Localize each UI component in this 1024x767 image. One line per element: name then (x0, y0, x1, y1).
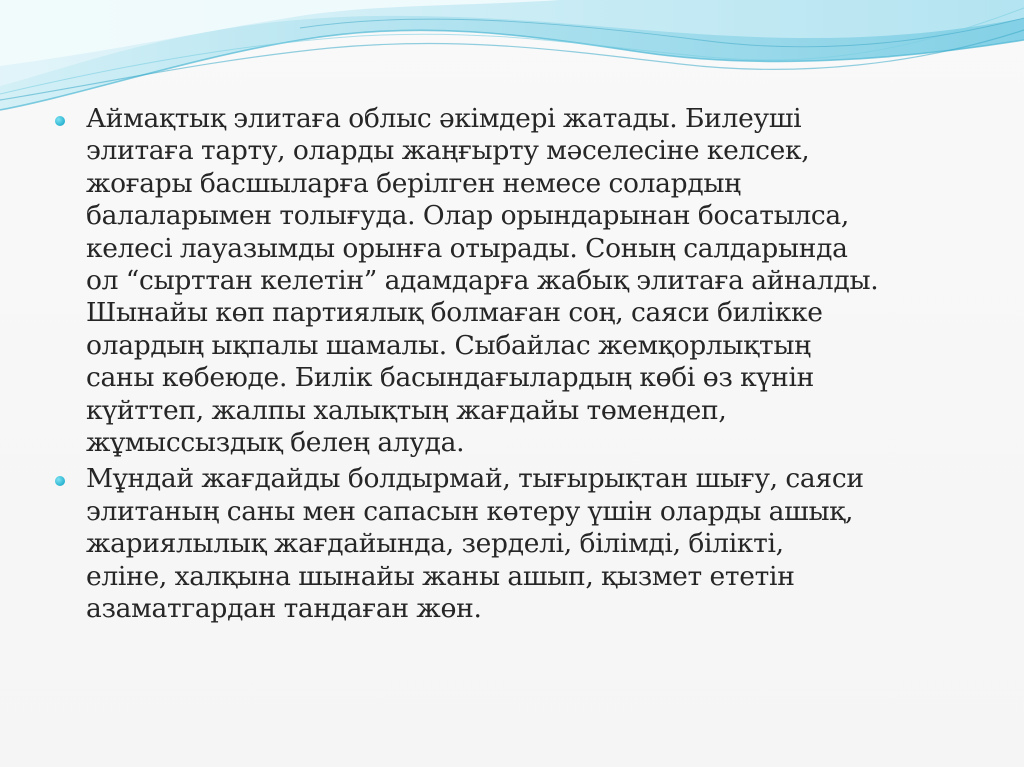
text-line: саны көбеюде. Билік басындағылардың көбі өз күнін (86, 362, 815, 394)
text-line: Мұндай жағдайды болдырмай, тығырықтан шығу, саяси (86, 463, 864, 495)
text-line: жұмыссыздық белең алуда. (86, 427, 465, 459)
bullet-text (86, 103, 972, 459)
bullet-dot-icon (55, 476, 65, 486)
text-line: келесі лауазымды орынға отырады. Соның салдарында (86, 232, 848, 264)
text-line: элитаға тарту, оларды жаңғырту мәселесіне келсек, (86, 135, 810, 167)
bullet-item (52, 103, 972, 459)
text-line: балаларымен толығуда. Олар орындарынан босатылса, (86, 200, 850, 232)
text-line: еліне, халқына шынайы жаны ашып, қызмет ететін (86, 560, 795, 592)
text-line: ол “сырттан келетін” адамдарға жабық элитаға айналды. (86, 265, 879, 297)
text-line: жоғары басшыларға берілген немесе солардың (86, 167, 741, 199)
text-line: элитаның саны мен сапасын көтеру үшін оларды ашық, (86, 495, 854, 527)
text-line: олардың ықпалы шамалы. Сыбайлас жемқорлықтың (86, 329, 811, 361)
bullet-text (86, 463, 972, 625)
text-line: Аймақтық элитаға облыс әкімдері жатады. Билеуші (86, 103, 802, 134)
text-line: жариялылық жағдайында, зерделі, білімді, білікті, (86, 528, 784, 560)
text-line: күйттеп, жалпы халықтың жағдайы төмендеп, (86, 394, 727, 426)
bullet-dot-icon (55, 116, 65, 126)
bullet-item (52, 463, 972, 625)
text-line: азаматгардан тандаған жөн. (86, 593, 482, 625)
bullet-list (52, 103, 972, 630)
text-line: Шынайы көп партиялық болмаған соң, саяси билікке (86, 297, 823, 329)
